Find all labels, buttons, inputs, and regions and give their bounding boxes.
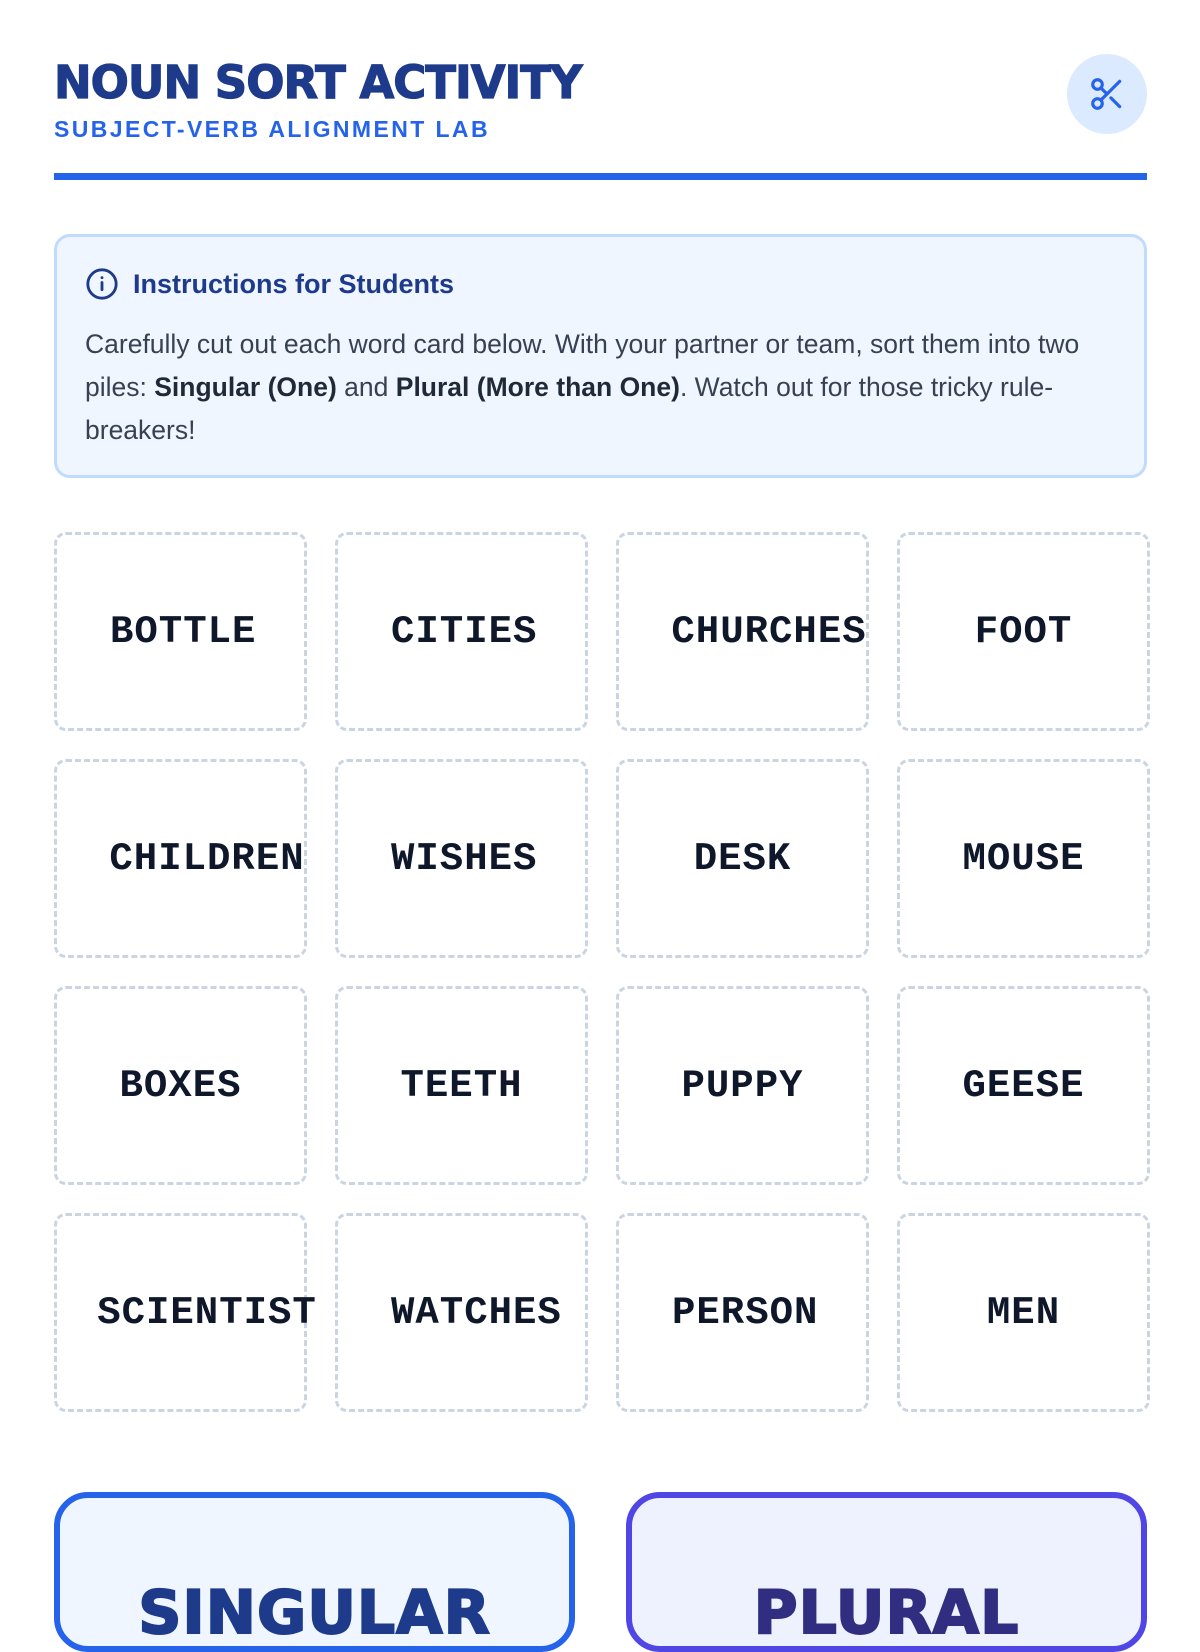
instructions-text-and: and <box>336 372 396 402</box>
header <box>54 52 1147 180</box>
card-word: PERSON <box>672 1290 819 1335</box>
word-card[interactable] <box>54 1213 317 1412</box>
card-word: GEESE <box>962 1063 1085 1108</box>
card-word: TEETH <box>400 1063 523 1108</box>
word-card[interactable] <box>335 1213 588 1412</box>
card-word: CHURCHES <box>671 609 867 654</box>
word-card-grid <box>54 532 1147 1412</box>
word-card[interactable] <box>897 759 1150 958</box>
card-word: WATCHES <box>391 1290 562 1335</box>
word-card[interactable] <box>54 986 307 1185</box>
plural-hint: Plural (More than One) <box>395 372 680 402</box>
plural-bin[interactable] <box>626 1492 1147 1652</box>
page-title: NOUN SORT ACTIVITY <box>54 56 582 109</box>
word-card[interactable] <box>335 986 588 1185</box>
instructions-text-after: . Watch out for those tricky rule-breakers! <box>85 372 1054 445</box>
card-word: CHILDREN <box>109 836 305 881</box>
instructions-text <box>85 323 1116 452</box>
page-subtitle: SUBJECT-VERB ALIGNMENT LAB <box>54 116 490 142</box>
word-card[interactable] <box>897 1213 1150 1412</box>
word-card[interactable] <box>616 986 869 1185</box>
card-word: MEN <box>986 1290 1061 1335</box>
scissors-icon <box>1088 75 1126 113</box>
word-card[interactable] <box>54 759 307 958</box>
instructions-header <box>85 267 1116 301</box>
instructions-text-before: Carefully cut out each word card below. With your partner or team, sort them into two piles: <box>85 329 1080 402</box>
plural-bin-label: PLURAL <box>753 1578 1020 1648</box>
card-word: PUPPY <box>681 1063 804 1108</box>
card-word: BOXES <box>119 1063 242 1108</box>
singular-bin[interactable] <box>54 1492 575 1652</box>
word-card[interactable] <box>616 532 869 731</box>
card-word: FOOT <box>974 609 1073 654</box>
card-word: WISHES <box>391 836 538 881</box>
instructions-panel <box>54 234 1147 478</box>
singular-bin-label: SINGULAR <box>138 1578 491 1648</box>
word-card[interactable] <box>335 759 588 958</box>
word-card[interactable] <box>616 1213 869 1412</box>
word-card[interactable] <box>54 532 307 731</box>
word-card[interactable] <box>335 532 588 731</box>
instructions-title: Instructions for Students <box>133 268 455 299</box>
worksheet-page <box>54 0 1147 1648</box>
word-card[interactable] <box>897 532 1150 731</box>
singular-hint: Singular (One) <box>154 372 337 402</box>
scissors-button[interactable] <box>1067 54 1147 134</box>
word-card[interactable] <box>897 986 1150 1185</box>
card-word: SCIENTIST <box>97 1290 317 1335</box>
card-word: CITIES <box>391 609 538 654</box>
card-word: DESK <box>693 836 792 881</box>
info-icon <box>85 267 119 301</box>
card-word: MOUSE <box>962 836 1085 881</box>
card-word: BOTTLE <box>110 609 257 654</box>
word-card[interactable] <box>616 759 869 958</box>
